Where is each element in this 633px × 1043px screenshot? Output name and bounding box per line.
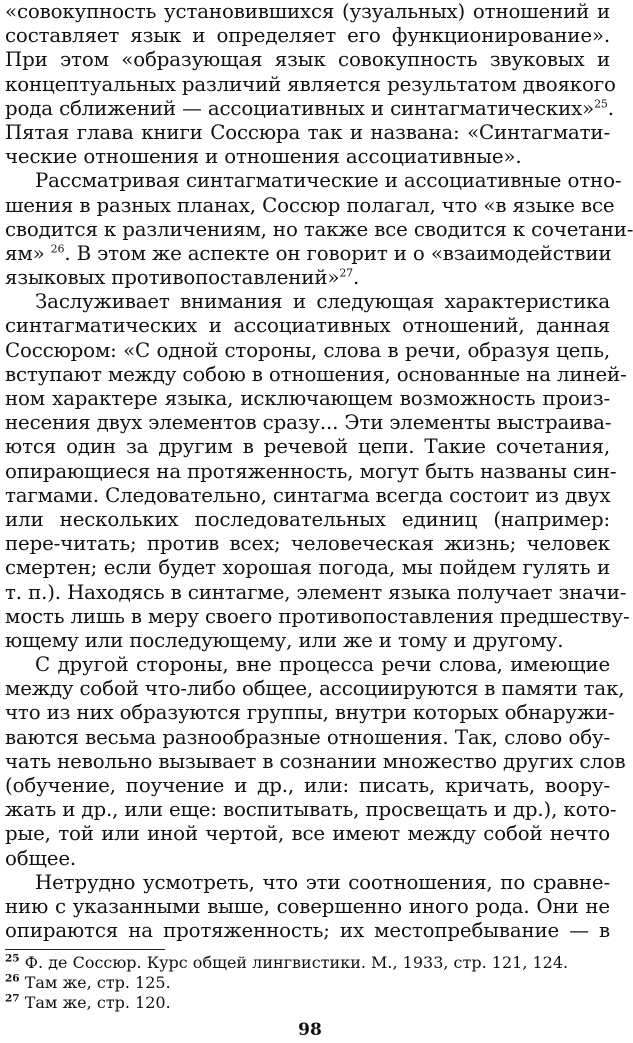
text-line: (обучение, поучение и др., или: писать, кричать, воору- — [5, 774, 610, 797]
text-line: что из них образуются группы, внутри которых обнаружи- — [5, 701, 615, 725]
footnote-rule — [5, 949, 165, 950]
text-line: «совокупность установившихся (узуальных) отношений и — [5, 0, 610, 23]
text-line: Заслуживает внимания и следующая характеристика — [35, 290, 610, 314]
footnote-text: Там же, стр. 125. — [24, 973, 171, 992]
text-line: Нетрудно усмотреть, что эти соотношения, по сравне- — [35, 870, 610, 894]
text-line: ющему или последующему, или же и тому и другому. — [5, 628, 564, 652]
body-text — [5, 0, 633, 943]
text-line: вступают между собою в отношения, основанные на линей- — [5, 362, 627, 386]
text-line: синтагматических и ассоциативных отношений, данная — [5, 314, 610, 338]
text-line: рые, той или иной чертой, все имеют между собой нечто — [5, 822, 610, 846]
text-line: ются один за другим в речевой цепи. Такие сочетания, — [5, 435, 610, 459]
text-line: Пятая глава книги Соссюра так и названа: «Синтагмати- — [5, 120, 610, 144]
text-line: рода сближений — ассоциативных и синтагматических»$^{25}$. — [5, 96, 614, 120]
text-line: мость лишь в меру своего противопоставления предшеству- — [5, 604, 630, 628]
footnote-number: 27 — [5, 992, 20, 1005]
footnote-number: 25 — [5, 952, 20, 965]
footnote-ref: 27 — [339, 266, 354, 280]
text-line: несения двух элементов сразу... Эти элементы выстраива- — [5, 411, 612, 435]
text-line: составляет язык и определяет его функционирование». — [5, 24, 610, 48]
text-line: пере-читать; против всех; человеческая жизнь; человек — [5, 532, 610, 556]
text-line: ном характере языка, исключающем возможность произ- — [5, 387, 610, 410]
footnote-text: Ф. де Соссюр. Курс общей лингвистики. М., 1933, стр. 121, 124. — [24, 953, 569, 972]
footnote — [5, 973, 610, 993]
footnote — [5, 993, 610, 1013]
text-line: опирающиеся на протяженность, могут быть названы син- — [5, 459, 617, 483]
text-line: или нескольких последовательных единиц (например: — [5, 507, 610, 531]
text-line: ям» $^{26}$. В этом же аспекте он говорит и о «взаимодействии — [5, 241, 612, 265]
text-line: тагмами. Следовательно, синтагма всегда состоит из двух — [5, 483, 611, 507]
footnote-text: Там же, стр. 120. — [24, 993, 171, 1012]
text-line: языковых противопоставлений»$^{27}$. — [5, 266, 360, 290]
text-line: т. п.). Находясь в синтагме, элемент языка получает значи- — [5, 580, 627, 604]
text-line: чать невольно вызывает в сознании множество других слов — [5, 749, 626, 773]
text-line: ческие отношения и отношения ассоциативные». — [5, 145, 522, 169]
text-line: ваются весьма разнообразные отношения. Так, слово обу- — [5, 725, 610, 749]
text-line: опираются на протяженность; их местопребывание — в — [5, 919, 610, 943]
footnotes — [5, 953, 610, 1013]
page-number: 98 — [298, 1020, 322, 1040]
text-line: При этом «образующая язык совокупность звуковых и — [5, 48, 610, 72]
footnote-number: 26 — [5, 972, 20, 985]
text-line: Соссюром: «С одной стороны, слова в речи, образуя цепь, — [5, 338, 610, 362]
text-line: концептуальных различий является результатом двоякого — [5, 72, 616, 96]
text-line: смертен; если будет хорошая погода, мы пойдем гулять и — [5, 556, 610, 580]
footnote-ref: 25 — [594, 97, 608, 111]
text-line: общее. — [5, 846, 77, 870]
text-line: нию с указанными выше, совершенно иного рода. Они не — [5, 894, 610, 918]
text-line: шения в разных планах, Соссюр полагал, что «в языке все — [5, 193, 615, 217]
footnote-ref: 26 — [50, 242, 65, 256]
text-line: жать и др., или еще: воспитывать, просвещать и др.), кото- — [5, 798, 617, 822]
text-line: сводится к различениям, но также все сводится к сочетани- — [5, 217, 633, 241]
footnote — [5, 953, 610, 973]
text-line: Рассматривая синтагматические и ассоциативные отно- — [35, 169, 622, 193]
text-line: между собой что-либо общее, ассоциируются в памяти так, — [5, 677, 625, 701]
text-line: С другой стороны, вне процесса речи слова, имеющие — [35, 653, 610, 677]
